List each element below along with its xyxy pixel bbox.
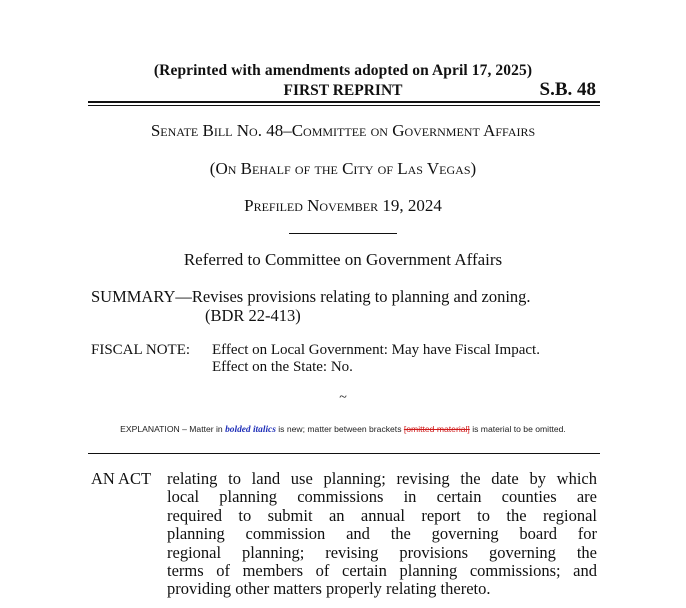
summary (91, 287, 531, 325)
act-line: relating to land use planning; revising the date by which (167, 469, 597, 488)
explanation-new-sample: bolded italics (225, 425, 276, 435)
referred-to: Referred to Committee on Government Affairs (183, 250, 503, 269)
explanation-rule (88, 453, 600, 454)
explanation-middle: is new; matter between brackets (275, 424, 404, 434)
act-line: regional planning; revising provisions governing the (167, 542, 597, 562)
act-line: required to submit an annual report to the regional (167, 505, 597, 525)
fiscal-note-local: Effect on Local Government: May have Fiscal Impact. (212, 342, 540, 358)
fiscal-note-state: Effect on the State: No. (212, 359, 353, 375)
explanation-suffix: is material to be omitted. (469, 424, 566, 434)
act-line: providing other matters properly relating thereto. (167, 579, 491, 599)
summary-line-1: SUMMARY—Revises provisions relating to planning and zoning. (91, 287, 531, 306)
header-rule-thin (88, 105, 600, 106)
act-line: planning commission and the governing board for (167, 524, 597, 544)
bill-id: S.B. 48 (539, 79, 596, 100)
header-rule-thick (88, 101, 600, 103)
explanation (0, 424, 686, 435)
bill-title: Senate Bill No. 48–Committee on Government Affairs (150, 121, 536, 140)
section-separator: ~ (339, 390, 347, 405)
fiscal-note (91, 342, 540, 376)
reprint-note: (Reprinted with amendments adopted on April 17, 2025) (153, 62, 533, 79)
summary-line-2: (BDR 22-413) (205, 306, 301, 325)
act-line: terms of members of certain planning commissions; and (167, 561, 597, 581)
explanation-prefix: EXPLANATION – Matter in (120, 424, 226, 434)
act-body (167, 470, 597, 599)
act-lead: AN ACT (91, 469, 152, 488)
act-line: local planning commissions in certain counties are (167, 487, 597, 507)
fiscal-note-label: FISCAL NOTE: (91, 342, 191, 358)
bill-prefiled-date: Prefiled November 19, 2024 (244, 196, 442, 215)
reprint-label: FIRST REPRINT (283, 82, 403, 99)
title-divider (289, 233, 397, 234)
bill-behalf: (On Behalf of the City of Las Vegas) (209, 159, 477, 178)
explanation-omitted-sample: [omitted material] (403, 424, 470, 434)
